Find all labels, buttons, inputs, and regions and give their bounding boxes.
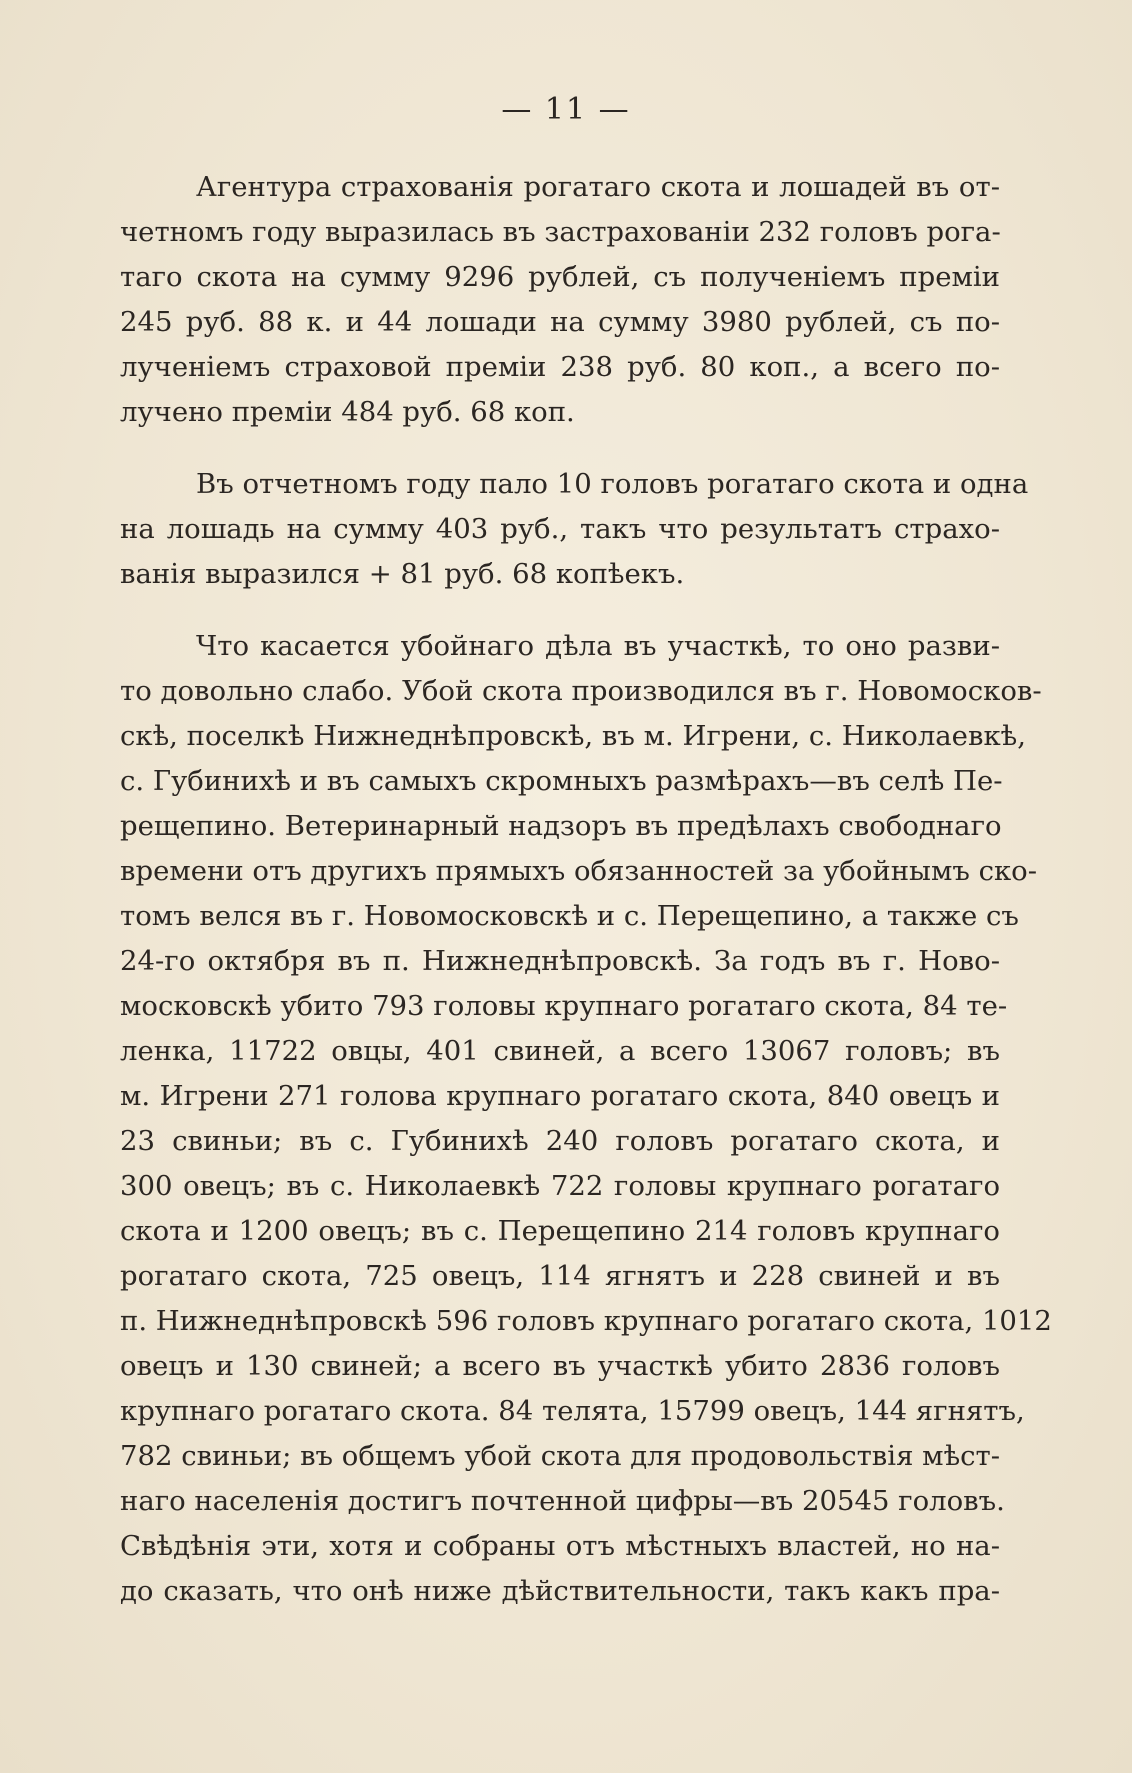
paragraph-losses — [120, 462, 1029, 597]
paragraph-slaughter — [120, 624, 1052, 1614]
text-line: овецъ и 130 свиней; а всего въ участкѣ убито 2836 головъ — [120, 1350, 1000, 1382]
text-line: лученіемъ страховой преміи 238 руб. 80 коп., а всего по- — [120, 351, 1000, 383]
text-line: 300 овецъ; въ с. Николаевкѣ 722 головы крупнаго рогатаго — [120, 1170, 1000, 1202]
text-line: наго населенія достигъ почтенной цифры—въ 20545 головъ. — [120, 1485, 1005, 1517]
text-line: московскѣ убито 793 головы крупнаго рогатаго скота, 84 те- — [120, 990, 1008, 1022]
text-line: лучено преміи 484 руб. 68 коп. — [120, 396, 575, 428]
text-line: 23 свиньи; въ с. Губинихѣ 240 головъ рогатаго скота, и — [120, 1125, 1000, 1157]
text-line: с. Губинихѣ и въ самыхъ скромныхъ размѣрахъ—въ селѣ Пе- — [120, 765, 1003, 797]
text-line: Что касается убойнаго дѣла въ участкѣ, то оно разви- — [196, 630, 1000, 662]
text-line: до сказать, что онѣ ниже дѣйствительности, такъ какъ пра- — [120, 1575, 1000, 1607]
text-line: Свѣдѣнія эти, хотя и собраны отъ мѣстныхъ властей, но на- — [120, 1530, 1000, 1562]
text-line: томъ велся въ г. Новомосковскѣ и с. Перещепино, а также съ — [120, 900, 1019, 932]
text-line: ванія выразился + 81 руб. 68 копѣекъ. — [120, 558, 685, 590]
text-line: п. Нижнеднѣпровскѣ 596 головъ крупнаго рогатаго скота, 1012 — [120, 1305, 1052, 1337]
text-line: 24-го октября въ п. Нижнеднѣпровскѣ. За годъ въ г. Ново- — [120, 945, 1000, 977]
page-number: — 11 — — [501, 92, 631, 127]
text-line: таго скота на сумму 9296 рублей, съ полученіемъ преміи — [120, 261, 1000, 293]
text-line: рещепино. Ветеринарный надзоръ въ предѣлахъ свободнаго — [120, 810, 1002, 842]
text-line: скѣ, поселкѣ Нижнеднѣпровскѣ, въ м. Игрени, с. Николаевкѣ, — [120, 720, 1026, 752]
text-line: ленка, 11722 овцы, 401 свиней, а всего 13067 головъ; въ — [120, 1035, 1000, 1067]
text-line: то довольно слабо. Убой скота производился въ г. Новомосков- — [120, 675, 1042, 707]
text-line: четномъ году выразилась въ застрахованіи 232 головъ рога- — [120, 216, 1001, 248]
paragraph-insurance — [120, 165, 1000, 435]
text-line: м. Игрени 271 голова крупнаго рогатаго скота, 840 овецъ и — [120, 1080, 1000, 1112]
text-line: рогатаго скота, 725 овецъ, 114 ягнятъ и 228 свиней и въ — [120, 1260, 1000, 1292]
text-line: 245 руб. 88 к. и 44 лошади на сумму 3980 рублей, съ по- — [120, 306, 1000, 338]
text-line: 782 свиньи; въ общемъ убой скота для продовольствія мѣст- — [120, 1440, 1001, 1472]
text-line: Агентура страхованія рогатаго скота и лошадей въ от- — [196, 171, 1000, 203]
text-line: скота и 1200 овецъ; въ с. Перещепино 214 головъ крупнаго — [120, 1215, 1000, 1247]
text-line: крупнаго рогатаго скота. 84 телята, 15799 овецъ, 144 ягнятъ, — [120, 1395, 1025, 1427]
text-line: Въ отчетномъ году пало 10 головъ рогатаго скота и одна — [196, 468, 1029, 500]
text-line: времени отъ другихъ прямыхъ обязанностей за убойнымъ ско- — [120, 855, 1038, 887]
text-line: на лошадь на сумму 403 руб., такъ что результатъ страхо- — [120, 513, 1000, 545]
